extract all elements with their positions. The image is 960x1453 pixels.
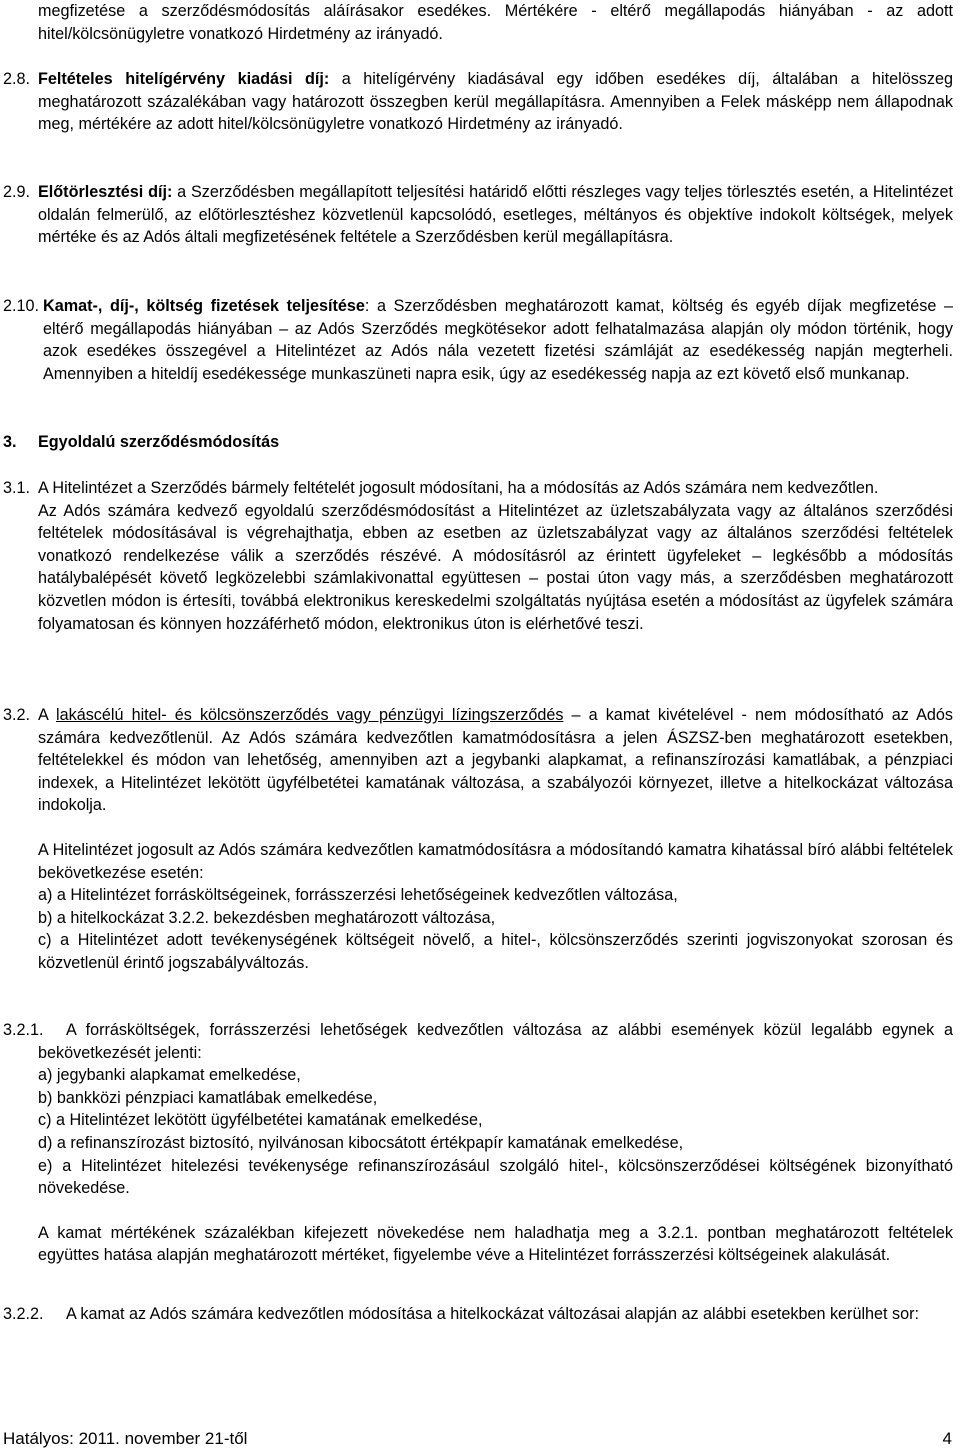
section-number: 2.8. [3, 70, 31, 88]
section-text: – a kamat kivételével - nem módosítható az Adós számára kedvezőtlenül. Az Adós számára kedvezőtlen kamatmódosításra a jelen ÁSZSZ-ben meghatározott esetekben, feltételekkel és módon van lehetőség, amennyiben azt a jegybanki alapkamat, a refinanszírozási kamatlábak, a pénzpiaci indexek, a Hitelintézet lekötött ügyfélbetétei kamatának változása, a szabályozói környezet, illetve a hitelkockázat változása indokolja. [38, 706, 953, 815]
section-paragraph-2: A kamat mértékének százalékban kifejezett növekedése nem haladhatja meg a 3.2.1. pontban meghatározott feltételek együttes hatása alapján meghatározott mértéket, figyelembe véve a Hitelintézet forrásszerzési költségeinek alakulását. [38, 1223, 953, 1265]
section-number: 3.2.2. [3, 1305, 44, 1323]
section-2-10 [3, 295, 953, 385]
section-paragraph-2: Az Adós számára kedvező egyoldalú szerződésmódosítást a Hitelintézet az üzletszabályzata vagy az általános szerződési feltételek módosításával is végrehajthatja, ebben az esetben az üzletszabályzat vagy az általános szerződési feltételek vonatkozó rendelkezése válik a szerződés részévé. A módosításról az érintett ügyfeleket – legkésőbb a módosítás hatálybalépését követő legközelebbi számlakivonattal együttesen – postai úton vagy más, a szerződésben meghatározott közvetlen módon is értesíti, továbbá elektronikus kereskedelmi szolgáltatás nyújtása esetén a módosítást az ügyfelek számára folyamatosan és könnyen hozzáférhető módon, elektronikus úton is elérhetővé teszi. [38, 501, 953, 633]
section-title: Feltételes hitelígérvény kiadási díj: [38, 70, 330, 88]
section-body [38, 68, 953, 136]
section-body [38, 704, 953, 975]
section-3-2 [3, 704, 953, 975]
page-footer [3, 1428, 952, 1451]
page-number: 4 [942, 1429, 952, 1448]
list-item: c) a Hitelintézet lekötött ügyfélbetétei kamatának emelkedése, [38, 1111, 483, 1130]
section-3-2-2 [3, 1303, 953, 1326]
section-body [38, 1019, 953, 1064]
section-body [38, 181, 953, 249]
section-text: A kamat az Adós számára kedvezőtlen módosítása a hitelkockázat változásai alapján az alábbi esetekben kerülhet sor: [66, 1305, 920, 1323]
list-item: a) jegybanki alapkamat emelkedése, [38, 1066, 301, 1085]
underlined-term: lakáscélú hitel- és kölcsönszerződés vagy pénzügyi lízingszerződés [56, 706, 564, 724]
section-2-9 [3, 181, 953, 249]
section-2-8 [3, 68, 953, 136]
section-title: Egyoldalú szerződésmódosítás [38, 433, 280, 451]
section-number: 3.2.1. [3, 1021, 44, 1039]
section-number: 2.10. [3, 297, 40, 315]
section-text: : a Szerződésben meghatározott kamat, költség és egyéb díjak megfizetése – eltérő megállapodás hiányában – az Adós Szerződés megkötésekor adott felhatalmazása alapján oly módon történik, hogy azok esedékes összegével a Hitelintézet az Adós nála vezetett fizetési számláját az esedékesség napján megterheli. Amennyiben a hiteldíj esedékessége munkaszüneti napra esik, úgy az esedékesség napja az ezt követő első munkanap. [43, 297, 953, 383]
section-title: Kamat-, díj-, költség fizetések teljesítése [43, 297, 365, 315]
section-title: Előtörlesztési díj: [38, 183, 173, 201]
list-item: e) a Hitelintézet hitelezési tevékenysége refinanszírozásául szolgáló hitel-, kölcsönszerződései költségének bizonyítható növekedése. [38, 1156, 953, 1198]
list-item: b) a hitelkockázat 3.2.2. bekezdésben meghatározott változása, [38, 908, 496, 927]
intro-text: megfizetése a szerződésmódosítás aláírásakor esedékes. Mértékére - eltérő megállapodás hiányában - az adott hitel/kölcsönügyletre vonatkozó Hirdetmény az irányadó. [38, 2, 953, 43]
section-3-heading [3, 431, 953, 454]
section-number: 3. [3, 433, 17, 451]
list-item: c) a Hitelintézet adott tevékenységének költségeit növelő, a hitel-, kölcsönszerződés szerinti jogviszonyokat szorosan és közvetlenül érintő jogszabályváltozás. [38, 931, 953, 972]
intro-paragraph [3, 0, 953, 45]
section-text: a hitelígérvény kiadásával egy időben esedékes díj, általában a hitelösszeg meghatározott százalékában vagy határozott összegben kerül megállapításra. Amennyiben a Felek másképp nem állapodnak meg, mértékére az adott hitel/kölcsönügyletre vonatkozó Hirdetmény az irányadó. [38, 70, 953, 134]
section-text: A Hitelintézet a Szerződés bármely feltételét jogosult módosítani, ha a módosítás az Adós számára nem kedvezőtlen. [38, 479, 879, 497]
list-item: a) a Hitelintézet forrásköltségeinek, forrásszerzési lehetőségeinek kedvezőtlen változása, [38, 886, 678, 905]
section-3-1 [3, 477, 953, 635]
section-body [38, 477, 953, 635]
section-body [38, 1303, 953, 1326]
section-text: a Szerződésben megállapított teljesítési határidő előtti részleges vagy teljes törlesztés esetén, a Hitelintézet oldalán felmerülő, az előtörlesztéshez közvetlenül kapcsolódó, esetleges, méltányos és objektíve indokolt költségek, melyek mértéke és az Adós általi megfizetésének feltétele a Szerződésben kerül megállapításra. [38, 183, 953, 247]
section-3-2-1 [3, 1019, 953, 1267]
section-text-block [38, 704, 953, 817]
list-item: b) bankközi pénzpiaci kamatlábak emelkedése, [38, 1088, 378, 1107]
section-number: 3.2. [3, 706, 31, 724]
section-paragraph-2: A Hitelintézet jogosult az Adós számára kedvezőtlen kamatmódosításra a módosítandó kamatra kihatással bíró alábbi feltételek bekövetkezése esetén: [38, 840, 953, 882]
section-body [43, 295, 953, 385]
list-item: d) a refinanszírozást biztosító, nyilvánosan kibocsátott értékpapír kamatának emelkedése, [38, 1133, 684, 1152]
section-number: 2.9. [3, 183, 31, 201]
section-number: 3.1. [3, 479, 31, 497]
effective-date: Hatályos: 2011. november 21-től [3, 1429, 248, 1448]
section-text: A forrásköltségek, forrásszerzési lehetőségek kedvezőtlen változása az alábbi események közül legalább egynek a bekövetkezését jelenti: [38, 1021, 953, 1062]
section-prefix: A [38, 706, 56, 724]
